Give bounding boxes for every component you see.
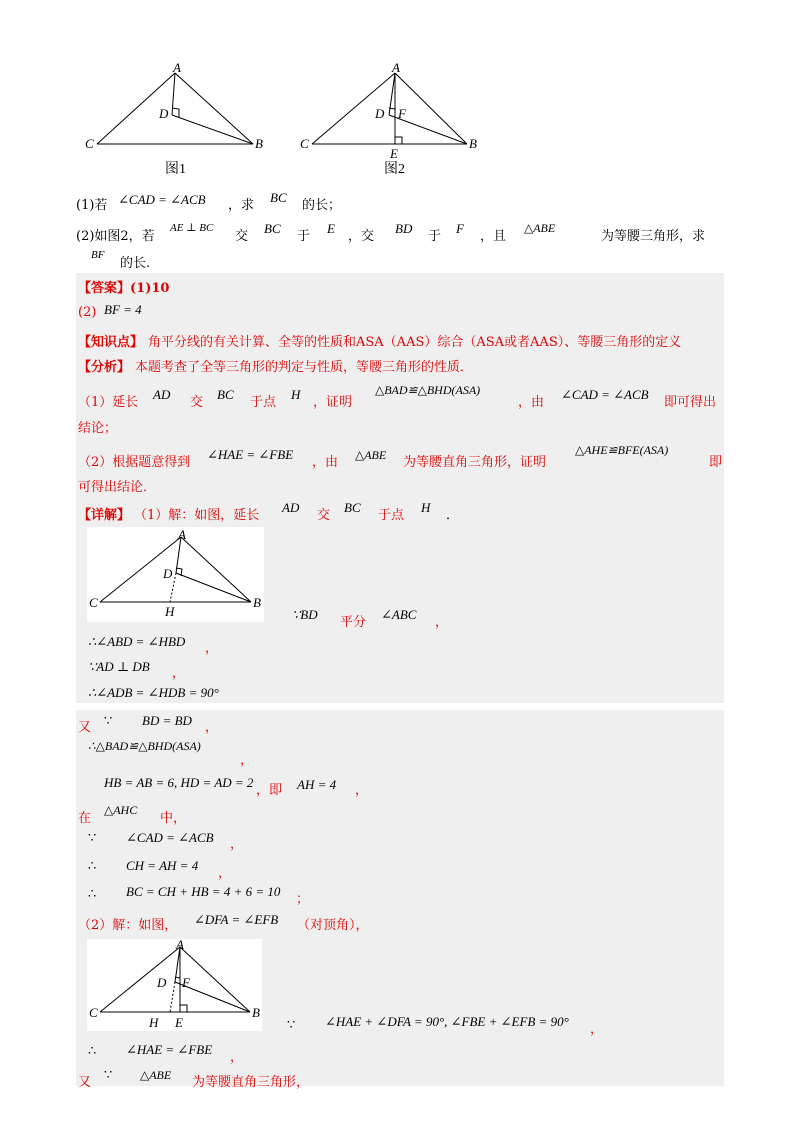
fig2-label-c: C bbox=[300, 136, 309, 151]
detail-cad: ∠CAD = ∠ACB bbox=[126, 830, 214, 845]
svg-text:C: C bbox=[89, 1005, 98, 1020]
fig2-label-f: F bbox=[398, 106, 406, 121]
fig2-label-b: B bbox=[469, 136, 477, 151]
answer-2-prefix: (2) bbox=[78, 305, 97, 320]
svg-text:H: H bbox=[149, 1015, 159, 1030]
step-3: ∴∠ADB = ∠HDB = 90° bbox=[88, 685, 219, 700]
fig1-label-a: A bbox=[173, 60, 181, 75]
fig1-label-b: B bbox=[255, 136, 263, 151]
detail-figure-2 bbox=[87, 939, 262, 1031]
detail-cong: ∴△BAD≌△BHD(ASA) bbox=[88, 739, 201, 753]
fig2-caption: 图2 bbox=[384, 162, 405, 177]
svg-text:F: F bbox=[182, 975, 190, 990]
svg-text:D: D bbox=[157, 975, 167, 990]
fig1-caption: 图1 bbox=[165, 162, 186, 177]
fig2-label-a: A bbox=[392, 60, 400, 75]
fig1-label-c: C bbox=[85, 136, 94, 151]
svg-text:C: C bbox=[89, 595, 98, 610]
svg-text:A: A bbox=[176, 939, 184, 952]
detail-chah: CH = AH = 4 bbox=[126, 858, 199, 873]
svg-text:B: B bbox=[252, 1005, 260, 1020]
detail-figure-1 bbox=[87, 527, 264, 622]
step-2: ∵AD ⊥ DB bbox=[88, 659, 150, 674]
svg-text:A: A bbox=[178, 527, 186, 542]
figure-1 bbox=[80, 60, 280, 180]
answer-2-value: BF = 4 bbox=[104, 302, 142, 317]
svg-text:B: B bbox=[253, 595, 261, 610]
fig2-label-d: D bbox=[375, 106, 385, 121]
fig1-label-d: D bbox=[159, 106, 169, 121]
svg-text:H: H bbox=[165, 604, 175, 619]
detail-hae: ∠HAE = ∠FBE bbox=[126, 1042, 213, 1057]
fig2-label-e: E bbox=[390, 146, 398, 161]
figure-2 bbox=[295, 60, 495, 180]
detail-bc: BC = CH + HB = 4 + 6 = 10 bbox=[126, 884, 281, 899]
step-1: ∴∠ABD = ∠HBD bbox=[88, 634, 186, 649]
svg-text:D: D bbox=[163, 566, 173, 581]
answer-label: 【答案】(1)10 bbox=[78, 281, 170, 296]
svg-text:E: E bbox=[175, 1015, 183, 1030]
